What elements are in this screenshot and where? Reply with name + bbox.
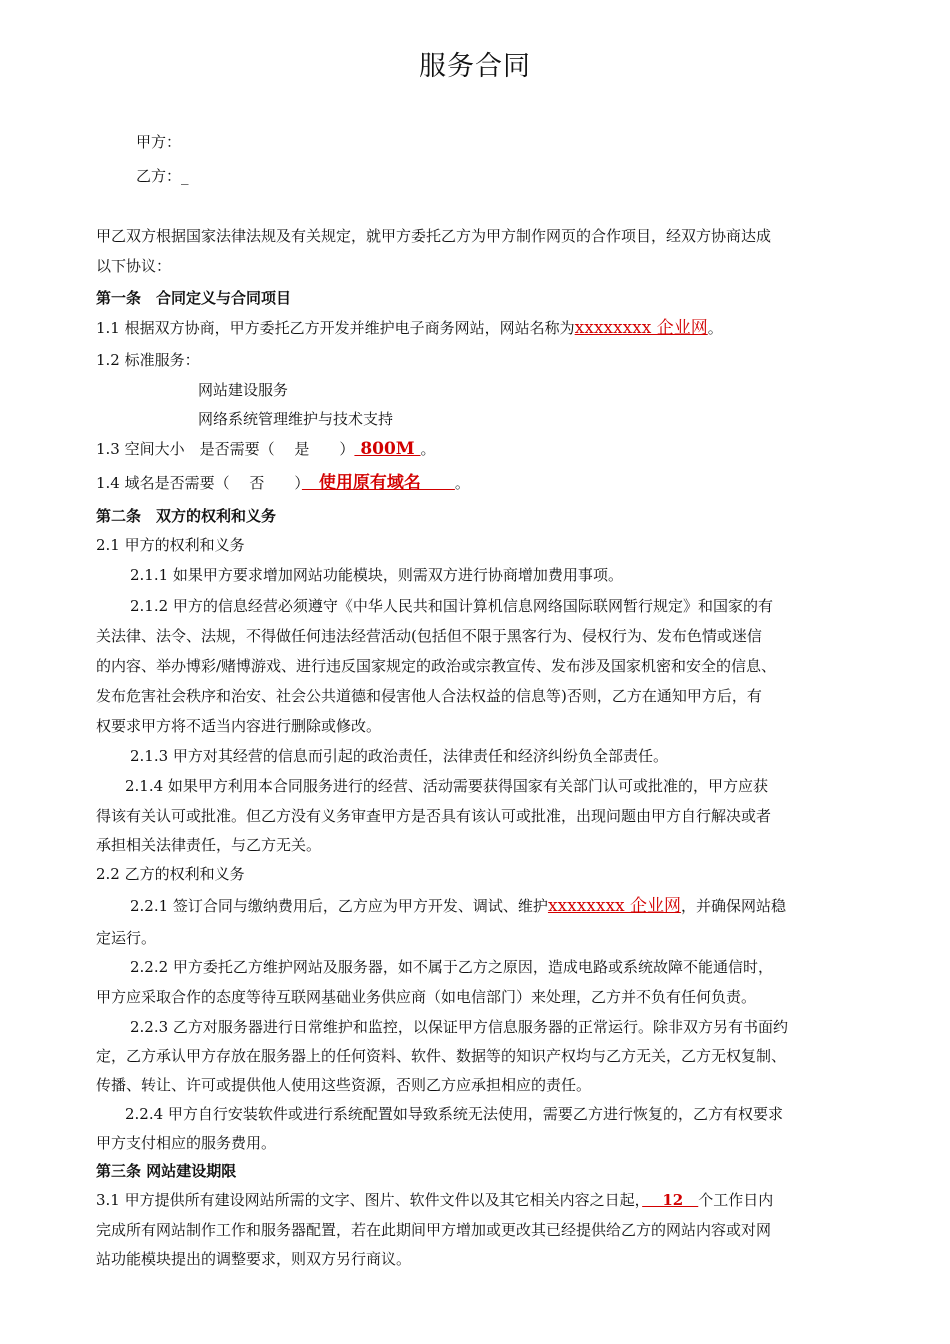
page-title: 服务合同 xyxy=(419,51,531,82)
party-a-label: 甲方： xyxy=(136,133,182,151)
site-name: xxxxxxxx 企业网 xyxy=(574,318,708,338)
clause-text: 。 xyxy=(454,474,470,492)
work-days: 12 xyxy=(642,1191,699,1209)
clause-2-1-2: 关法律、法令、法规，不得做任何违法经营活动(包括但不限于黑客行为、侵权行为、发布色情或迷信 xyxy=(96,627,762,645)
clause-2-2-3: 定，乙方承认甲方存放在服务器上的任何资料、软件、数据等的知识产权均与乙方无关，乙方无权复制、 xyxy=(96,1047,787,1065)
clause-2-2-1: 定运行。 xyxy=(96,929,157,947)
clause-2-1-4: 得该有关认可或批准。但乙方没有义务审查甲方是否具有该认可或批准，出现问题由甲方自行解决或者 xyxy=(96,807,772,825)
clause-2-1-2: 2.1.2 甲方的信息经营必须遵守《中华人民共和国计算机信息网络国际联网暂行规定》和国家的有 xyxy=(130,597,773,615)
clause-text: 。 xyxy=(420,440,436,458)
clause-2-1-1: 2.1.1 如果甲方要求增加网站功能模块，则需双方进行协商增加费用事项。 xyxy=(130,566,623,584)
clause-1-2: 1.2 标准服务： xyxy=(96,351,200,369)
clause-1-1 xyxy=(96,318,723,338)
clause-1-4 xyxy=(96,473,470,493)
domain-choice: 使用原有域名 xyxy=(301,473,455,493)
clause-text: 3.1 甲方提供所有建设网站所需的文字、图片、软件文件以及其它相关内容之日起， xyxy=(96,1191,643,1209)
article-1-heading: 第一条 合同定义与合同项目 xyxy=(96,289,292,307)
article-3-heading: 第三条 网站建设期限 xyxy=(96,1162,237,1180)
clause-3-1 xyxy=(96,1190,773,1210)
clause-text: 1.3 空间大小 是否需要（ 是 ） xyxy=(96,440,355,458)
space-size: 800M xyxy=(354,439,421,459)
section-2-1: 2.1 甲方的权利和义务 xyxy=(96,536,245,554)
service-item: 网络系统管理维护与技术支持 xyxy=(198,410,394,428)
clause-2-2-1 xyxy=(130,896,786,916)
clause-2-1-2: 权要求甲方将不适当内容进行删除或修改。 xyxy=(96,717,382,735)
party-b-label: 乙方：_ xyxy=(136,167,189,185)
clause-text: 1.4 域名是否需要（ 否 ） xyxy=(96,474,302,492)
clause-1-3 xyxy=(96,439,436,459)
clause-2-2-4: 2.2.4 甲方自行安装软件或进行系统配置如导致系统无法使用，需要乙方进行恢复的，乙方有权要求 xyxy=(125,1105,783,1123)
clause-text: 。 xyxy=(707,319,723,337)
intro-line: 甲乙双方根据国家法律法规及有关规定，就甲方委托乙方为甲方制作网页的合作项目，经双方协商达成 xyxy=(96,227,772,245)
clause-2-1-3: 2.1.3 甲方对其经营的信息而引起的政治责任，法律责任和经济纠纷负全部责任。 xyxy=(130,747,668,765)
clause-text: ，并确保网站稳 xyxy=(681,897,787,915)
section-2-2: 2.2 乙方的权利和义务 xyxy=(96,865,245,883)
clause-2-2-3: 传播、转让、许可或提供他人使用这些资源，否则乙方应承担相应的责任。 xyxy=(96,1076,592,1094)
clause-2-2-2: 2.2.2 甲方委托乙方维护网站及服务器，如不属于乙方之原因，造成电路或系统故障不能通信时， xyxy=(130,958,773,976)
site-name: xxxxxxxx 企业网 xyxy=(547,896,682,916)
clause-2-1-2: 发布危害社会秩序和治安、社会公共道德和侵害他人合法权益的信息等)否则，乙方在通知甲方后，有 xyxy=(96,687,762,705)
clause-2-2-4: 甲方支付相应的服务费用。 xyxy=(96,1134,277,1152)
clause-2-1-4: 2.1.4 如果甲方利用本合同服务进行的经营、活动需要获得国家有关部门认可或批准的，甲方应获 xyxy=(125,777,768,795)
clause-2-1-2: 的内容、举办博彩/赌博游戏、进行违反国家规定的政治或宗教宣传、发布涉及国家机密和安全的信息、 xyxy=(96,657,777,675)
clause-3-1: 完成所有网站制作工作和服务器配置，若在此期间甲方增加或更改其已经提供给乙方的网站内容或对网 xyxy=(96,1221,772,1239)
clause-text: 1.1 根据双方协商，甲方委托乙方开发并维护电子商务网站，网站名称为 xyxy=(96,319,575,337)
clause-text: 个工作日内 xyxy=(698,1191,774,1209)
service-item: 网站建设服务 xyxy=(198,381,289,399)
clause-3-1: 站功能模块提出的调整要求，则双方另行商议。 xyxy=(96,1250,412,1268)
intro-line: 以下协议： xyxy=(96,257,172,275)
clause-2-2-2: 甲方应采取合作的态度等待互联网基础业务供应商（如电信部门）来处理，乙方并不负有任何负责。 xyxy=(96,988,757,1006)
clause-text: 2.2.1 签订合同与缴纳费用后，乙方应为甲方开发、调试、维护 xyxy=(130,897,548,915)
clause-2-1-4: 承担相关法律责任，与乙方无关。 xyxy=(96,836,322,854)
article-2-heading: 第二条 双方的权利和义务 xyxy=(96,507,277,525)
clause-2-2-3: 2.2.3 乙方对服务器进行日常维护和监控，以保证甲方信息服务器的正常运行。除非双方另有书面约 xyxy=(130,1018,788,1036)
